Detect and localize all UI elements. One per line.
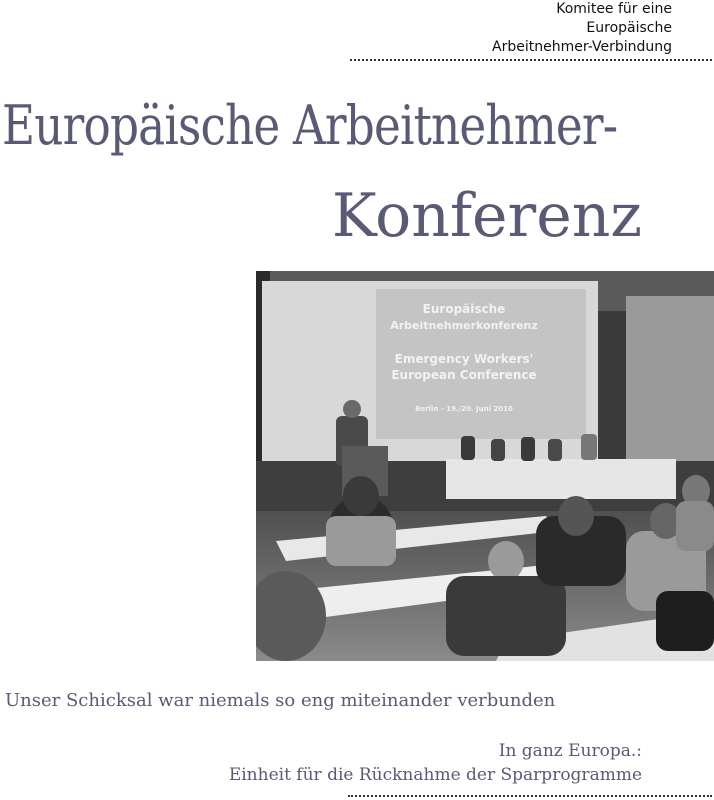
- publisher-line-2: Europäische: [586, 20, 672, 36]
- screen-text-3: Emergency Workers': [394, 352, 534, 366]
- publisher-line-1: Komitee für eine: [556, 1, 672, 17]
- screen-text-5: Berlin - 19./20. Juni 2010: [415, 405, 513, 413]
- subtitle-line-1: In ganz Europa.:: [498, 741, 642, 761]
- screen-text-2: Arbeitnehmerkonferenz: [390, 319, 538, 332]
- screen-text-4: European Conference: [391, 368, 537, 382]
- publisher-block: [492, 0, 672, 57]
- tagline: Unser Schicksal war niemals so eng miteinander verbunden: [5, 690, 556, 711]
- screen-text-1: Europäische: [422, 302, 506, 316]
- top-dotted-divider: [350, 59, 712, 61]
- publisher-line-3: Arbeitnehmer-Verbindung: [492, 39, 672, 55]
- title-line-2: Konferenz: [331, 181, 642, 251]
- conference-photo: [256, 271, 714, 661]
- subtitle-line-2: Einheit für die Rücknahme der Sparprogramme: [228, 765, 642, 785]
- bottom-dotted-divider: [348, 795, 712, 797]
- title-line-1: Europäische Arbeitnehmer-: [2, 94, 618, 157]
- subtitle-block: [229, 739, 642, 787]
